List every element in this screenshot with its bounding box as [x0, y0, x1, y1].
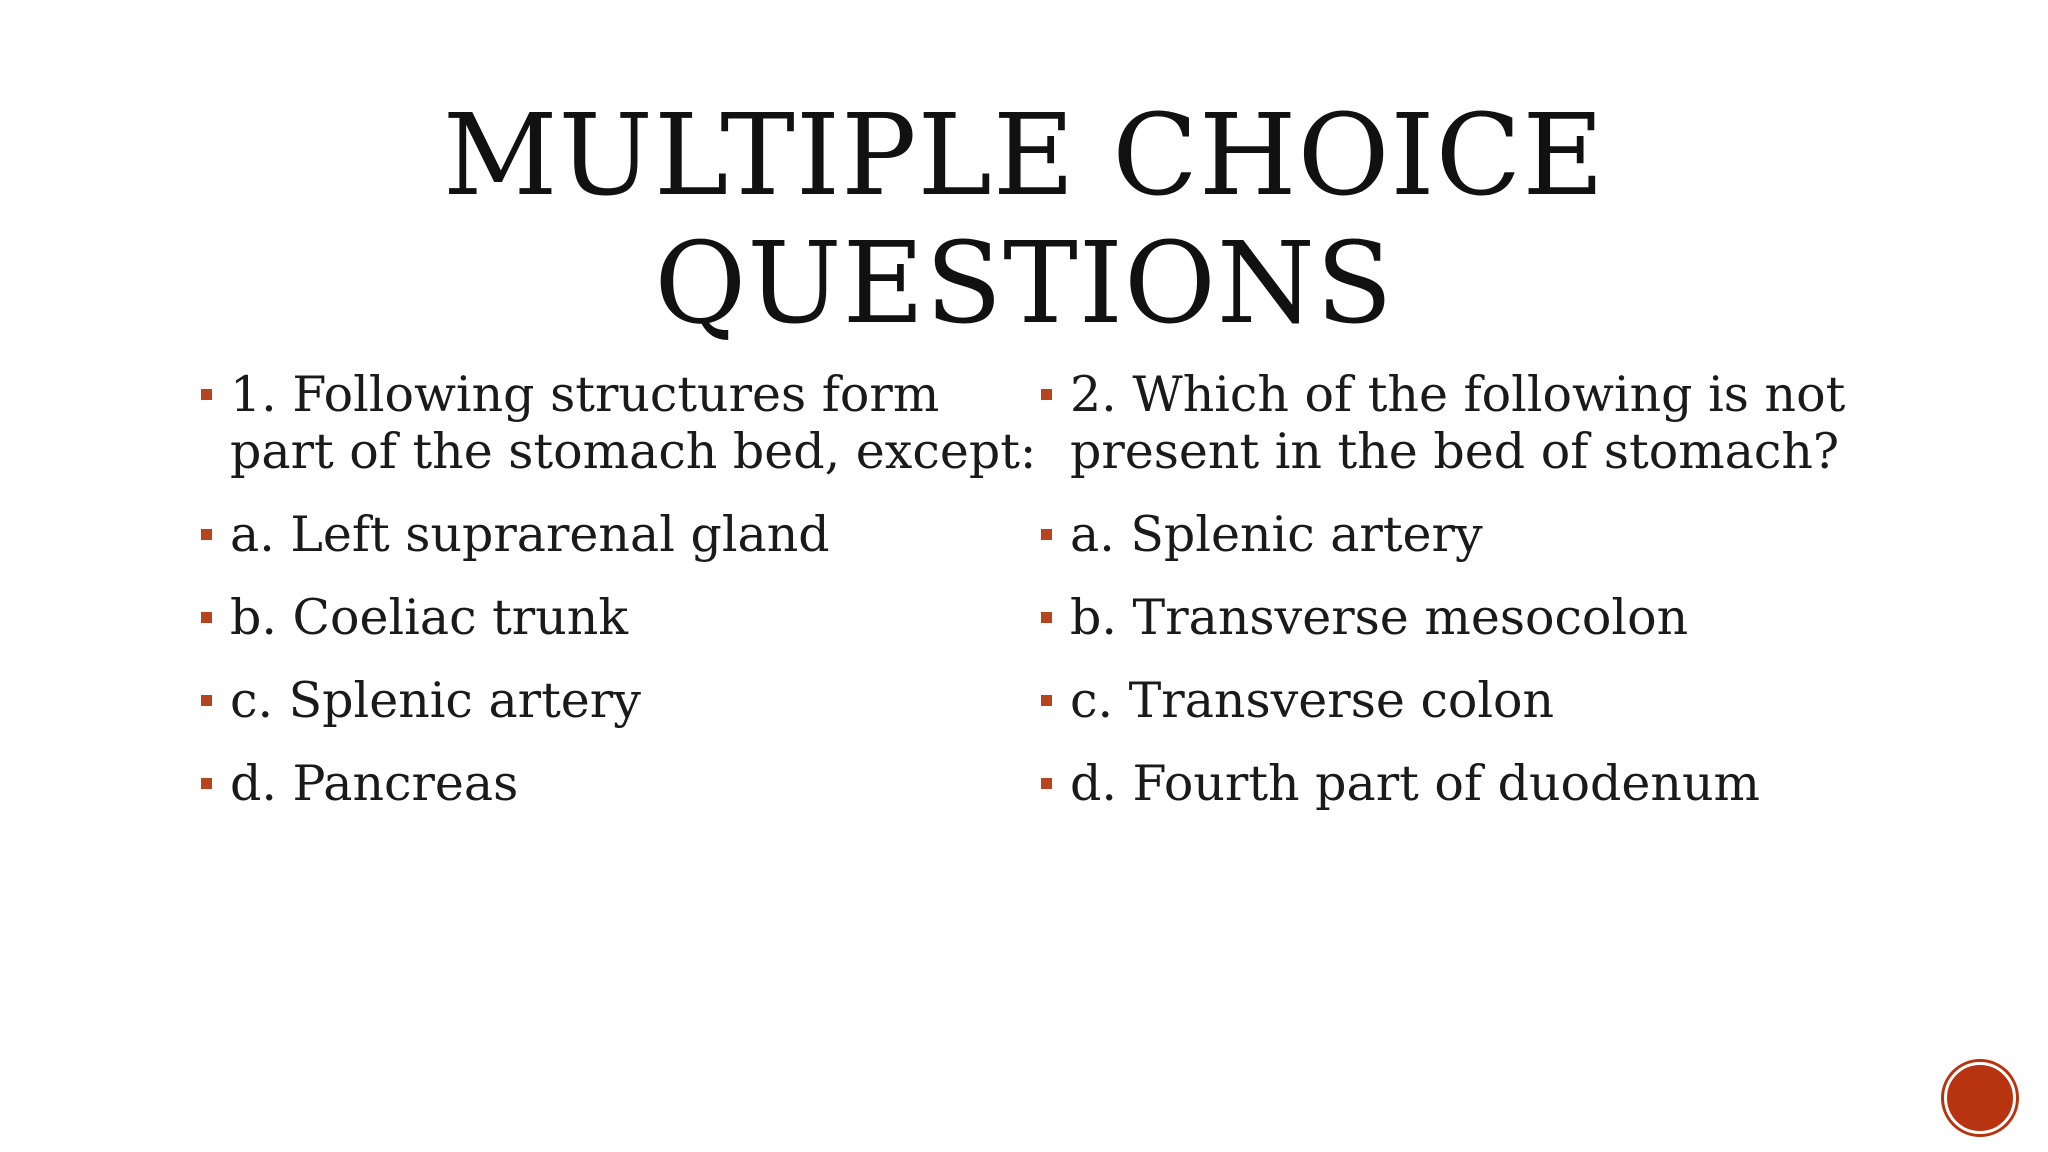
square-bullet-icon	[201, 529, 212, 540]
question-text: 1. Following structures form part of the stomach bed, except:	[230, 366, 1037, 480]
square-bullet-icon	[201, 612, 212, 623]
question-2-column	[1038, 366, 1878, 838]
option-text: d. Fourth part of duodenum	[1070, 755, 1760, 812]
option-text: c. Transverse colon	[1070, 672, 1555, 729]
square-bullet-icon	[1041, 389, 1052, 400]
option-text: a. Splenic artery	[1070, 506, 1483, 563]
square-bullet-icon	[1041, 695, 1052, 706]
question-2-stem	[1038, 366, 1878, 480]
option-text: d. Pancreas	[230, 755, 519, 812]
option-text: a. Left suprarenal gland	[230, 506, 830, 563]
option-text: b. Transverse mesocolon	[1070, 589, 1689, 646]
question-2-option-b	[1038, 589, 1878, 646]
slide-title	[0, 92, 2048, 348]
question-2-option-c	[1038, 672, 1878, 729]
option-text: b. Coeliac trunk	[230, 589, 629, 646]
question-1-option-d	[198, 755, 1038, 812]
square-bullet-icon	[1041, 778, 1052, 789]
question-text: 2. Which of the following is not present in the bed of stomach?	[1070, 366, 1846, 480]
question-2-option-a	[1038, 506, 1878, 563]
question-1-option-b	[198, 589, 1038, 646]
title-line-1: MULTIPLE CHOICE	[442, 91, 1606, 221]
question-1-option-a	[198, 506, 1038, 563]
square-bullet-icon	[201, 389, 212, 400]
question-1-column	[198, 366, 1038, 838]
square-bullet-icon	[1041, 529, 1052, 540]
option-text: c. Splenic artery	[230, 672, 641, 729]
square-bullet-icon	[201, 778, 212, 789]
title-line-2: QUESTIONS	[654, 219, 1394, 349]
square-bullet-icon	[201, 695, 212, 706]
square-bullet-icon	[1041, 612, 1052, 623]
circle-badge-icon[interactable]	[1944, 1062, 2016, 1134]
question-1-stem	[198, 366, 1038, 480]
question-1-option-c	[198, 672, 1038, 729]
question-2-option-d	[1038, 755, 1878, 812]
